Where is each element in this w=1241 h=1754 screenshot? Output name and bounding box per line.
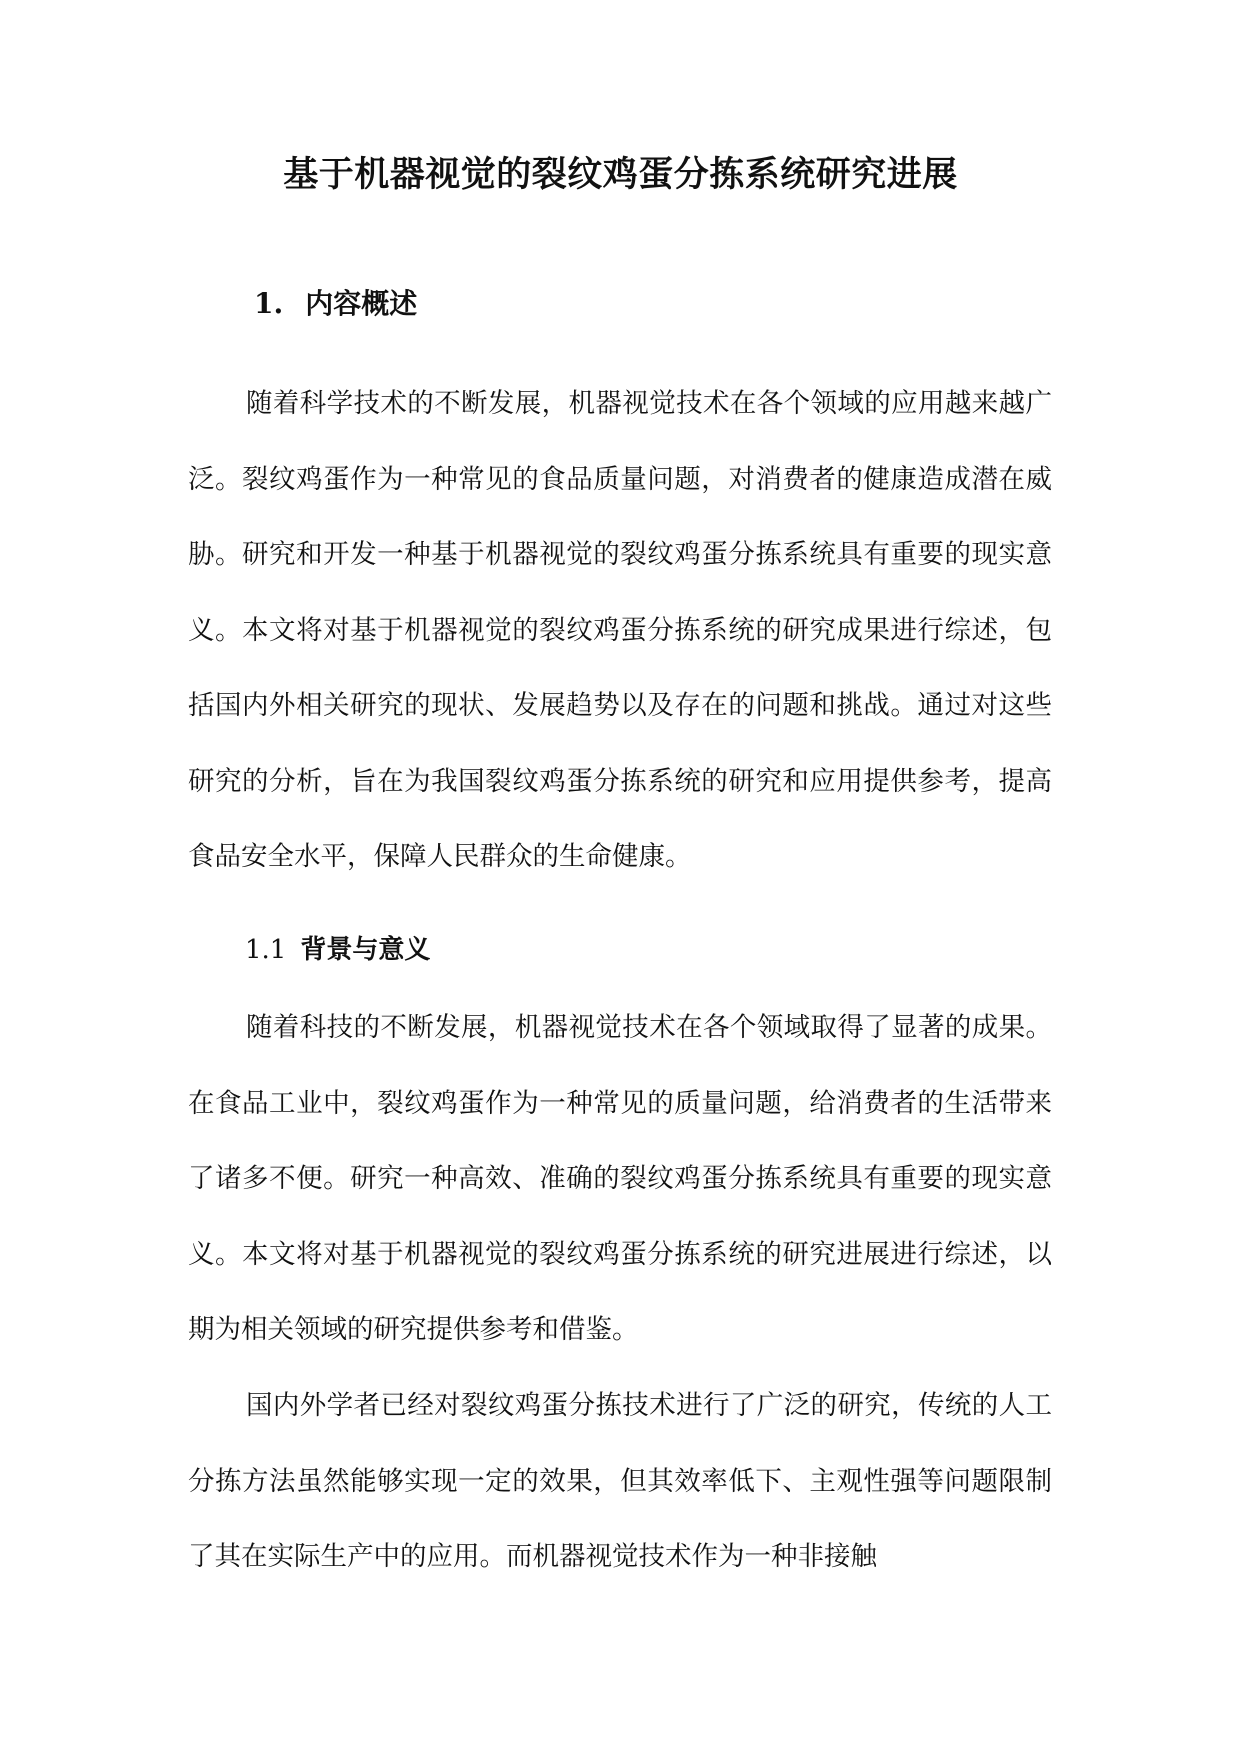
section-number: 1. [254,287,284,320]
paragraph: 随着科技的不断发展，机器视觉技术在各个领域取得了显著的成果。在食品工业中，裂纹鸡蛋作为一种常见的质量问题，给消费者的生活带来了诸多不便。研究一种高效、准确的裂纹鸡蛋分拣系统具有重要的现实意义。本文将对基于机器视觉的裂纹鸡蛋分拣系统的研究进展进行综述，以期为相关领域的研究提供参考和借鉴。 [188,1012,1052,1345]
paragraph: 随着科学技术的不断发展，机器视觉技术在各个领域的应用越来越广泛。裂纹鸡蛋作为一种常见的食品质量问题，对消费者的健康造成潜在威胁。研究和开发一种基于机器视觉的裂纹鸡蛋分拣系统具有重要的现实意义。本文将对基于机器视觉的裂纹鸡蛋分拣系统的研究成果进行综述，包括国内外相关研究的现状、发展趋势以及存在的问题和挑战。通过对这些研究的分析，旨在为我国裂纹鸡蛋分拣系统的研究和应用提供参考，提高食品安全水平，保障人民群众的生命健康。 [188,388,1052,872]
section-heading-1 [254,282,417,326]
section-number: 1.1 [245,935,287,965]
section-title: 背景与意义 [300,935,431,965]
section-title: 内容概述 [305,287,418,320]
paragraph: 国内外学者已经对裂纹鸡蛋分拣技术进行了广泛的研究，传统的人工分拣方法虽然能够实现一定的效果，但其效率低下、主观性强等问题限制了其在实际生产中的应用。而机器视觉技术作为一种非接触 [188,1390,1052,1572]
document-title: 基于机器视觉的裂纹鸡蛋分拣系统研究进展 [283,154,958,195]
section-heading-1-1 [245,928,430,972]
